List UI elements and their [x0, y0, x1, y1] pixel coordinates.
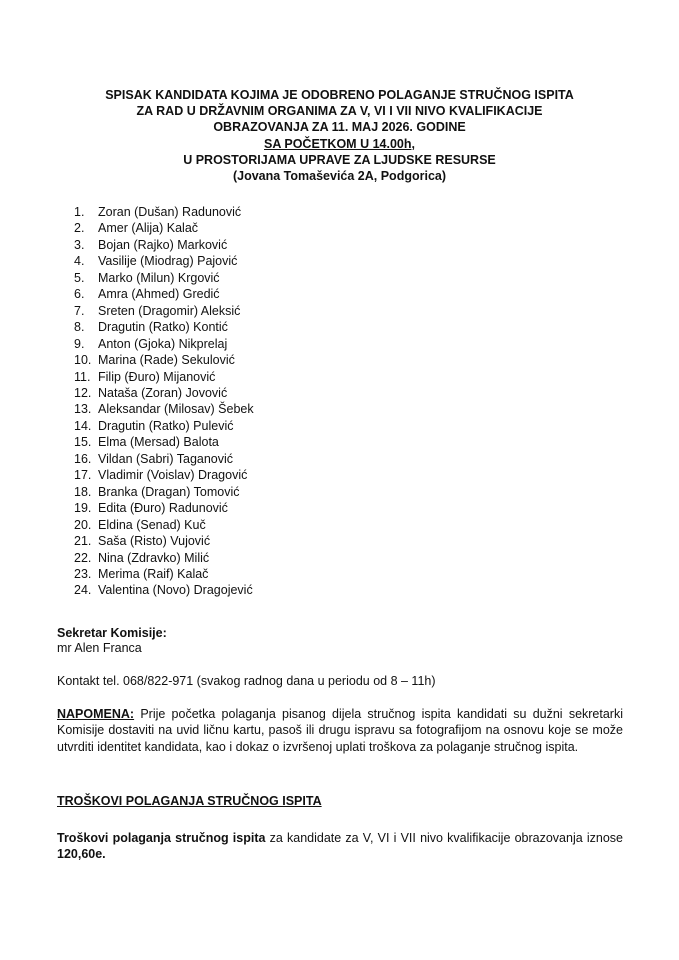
contact-info: Kontakt tel. 068/822-971 (svakog radnog dana u periodu od 8 – 11h): [57, 674, 436, 688]
secretary-name: mr Alen Franca: [57, 641, 142, 655]
candidate-number: 2.: [74, 221, 85, 236]
candidate-name: Amer (Alija) Kalač: [98, 221, 199, 236]
note-label: NAPOMENA:: [57, 707, 135, 721]
title-line-2: ZA RAD U DRŽAVNIM ORGANIMA ZA V, VI I VII NIVO KVALIFIKACIJE: [136, 104, 543, 119]
title-line-5: U PROSTORIJAMA UPRAVE ZA LJUDSKE RESURSE: [183, 152, 496, 167]
candidate-number: 9.: [74, 336, 85, 351]
candidate-number: 11.: [74, 369, 91, 384]
candidate-item: [74, 385, 254, 401]
candidate-name: Bojan (Rajko) Marković: [98, 237, 228, 252]
costs-paragraph: [57, 830, 623, 863]
candidate-name: Vasilije (Miodrag) Pajović: [98, 254, 238, 269]
candidate-item: [74, 517, 254, 533]
candidate-item: [74, 533, 254, 549]
costs-text: za kandidate za V, VI i VII nivo kvalifikacije obrazovanja iznose: [265, 831, 624, 845]
start-time-comma: ,: [411, 136, 415, 151]
title-line-4: [40, 136, 639, 152]
candidate-item: [74, 451, 254, 467]
candidate-number: 10.: [74, 353, 92, 368]
candidate-name: Amra (Ahmed) Gredić: [98, 287, 220, 302]
candidate-item: [74, 550, 254, 566]
costs-lead: Troškovi polaganja stručnog ispita: [57, 831, 266, 845]
candidate-name: Elma (Mersad) Balota: [98, 435, 219, 450]
candidate-item: [74, 319, 254, 335]
candidate-name: Marina (Rade) Sekulović: [98, 353, 235, 368]
candidate-item: [74, 204, 254, 220]
candidate-number: 13.: [74, 402, 92, 417]
candidate-number: 6.: [74, 287, 85, 302]
candidate-item: [74, 434, 254, 450]
candidate-item: [74, 237, 254, 253]
title-line-3: OBRAZOVANJA ZA 11. MAJ 2026. GODINE: [213, 120, 466, 135]
candidate-item: [74, 286, 254, 302]
candidate-name: Nataša (Zoran) Jovović: [98, 385, 228, 400]
candidate-number: 3.: [74, 237, 85, 252]
note-text: Prije početka polaganja pisanog dijela stručnog ispita kandidati su dužni sekretarki Komisije dostaviti na uvid ličnu kartu, pasoš ili drugu ispravu sa fotografijom na osnovu koje se može utvrditi identitet kandidata, kao i dokaz o izvršenoj uplati troškova za polaganje stručnog ispita.: [57, 707, 623, 754]
candidate-item: [74, 369, 254, 385]
candidate-name: Edita (Đuro) Radunović: [98, 501, 228, 516]
candidate-number: 23.: [74, 566, 92, 581]
candidate-number: 22.: [74, 550, 92, 565]
note-paragraph: [57, 706, 623, 755]
candidate-item: [74, 336, 254, 352]
candidate-name: Branka (Dragan) Tomović: [98, 484, 240, 499]
candidate-number: 20.: [74, 517, 92, 532]
candidate-name: Saša (Risto) Vujović: [98, 534, 211, 549]
candidate-number: 17.: [74, 468, 92, 483]
candidate-name: Valentina (Novo) Dragojević: [98, 583, 253, 598]
title-line-1: SPISAK KANDIDATA KOJIMA JE ODOBRENO POLAGANJE STRUČNOG ISPITA: [105, 88, 574, 102]
candidate-item: [74, 484, 254, 500]
costs-heading: TROŠKOVI POLAGANJA STRUČNOG ISPITA: [57, 794, 322, 808]
candidate-number: 4.: [74, 254, 85, 269]
candidate-name: Merima (Raif) Kalač: [98, 566, 209, 581]
candidate-name: Marko (Milun) Krgović: [98, 270, 220, 285]
costs-amount: 120,60e.: [57, 847, 106, 862]
candidate-number: 18.: [74, 484, 92, 499]
start-time: SA POČETKOM U 14.00h: [264, 136, 412, 151]
candidate-number: 16.: [74, 451, 92, 466]
title-line-6: (Jovana Tomaševića 2A, Podgorica): [232, 169, 447, 184]
candidate-item: [74, 352, 254, 368]
candidate-name: Dragutin (Ratko) Kontić: [98, 320, 228, 335]
candidate-item: [74, 270, 254, 286]
candidate-number: 14.: [74, 418, 92, 433]
candidate-item: [74, 500, 254, 516]
candidate-item: [74, 303, 254, 319]
candidate-number: 8.: [74, 320, 85, 335]
candidate-name: Eldina (Senad) Kuč: [98, 517, 206, 532]
candidate-name: Zoran (Dušan) Radunović: [98, 205, 242, 219]
candidate-item: [74, 401, 254, 417]
candidate-name: Dragutin (Ratko) Pulević: [98, 418, 234, 433]
candidate-item: [74, 566, 254, 582]
candidate-name: Nina (Zdravko) Milić: [98, 550, 210, 565]
candidate-number: 19.: [74, 501, 92, 516]
candidate-number: 12.: [74, 385, 92, 400]
document-title: [40, 87, 639, 184]
candidate-number: 7.: [74, 303, 85, 318]
candidate-name: Aleksandar (Milosav) Šebek: [98, 402, 254, 417]
candidate-item: [74, 220, 254, 236]
candidate-name: Sreten (Dragomir) Aleksić: [98, 303, 241, 318]
secretary-block: [57, 626, 167, 656]
candidate-number: 1.: [74, 205, 85, 219]
candidate-number: 21.: [74, 534, 92, 549]
candidate-list: [74, 204, 254, 599]
candidate-item: [74, 253, 254, 269]
candidate-name: Vildan (Sabri) Taganović: [98, 451, 234, 466]
candidate-item: [74, 467, 254, 483]
candidate-item: [74, 582, 254, 598]
secretary-label: Sekretar Komisije:: [57, 626, 167, 640]
candidate-number: 5.: [74, 270, 85, 285]
candidate-number: 24.: [74, 583, 92, 598]
candidate-name: Vladimir (Voislav) Dragović: [98, 468, 248, 483]
candidate-item: [74, 418, 254, 434]
candidate-name: Anton (Gjoka) Nikprelaj: [98, 336, 228, 351]
candidate-name: Filip (Đuro) Mijanović: [98, 369, 216, 384]
candidate-number: 15.: [74, 435, 92, 450]
